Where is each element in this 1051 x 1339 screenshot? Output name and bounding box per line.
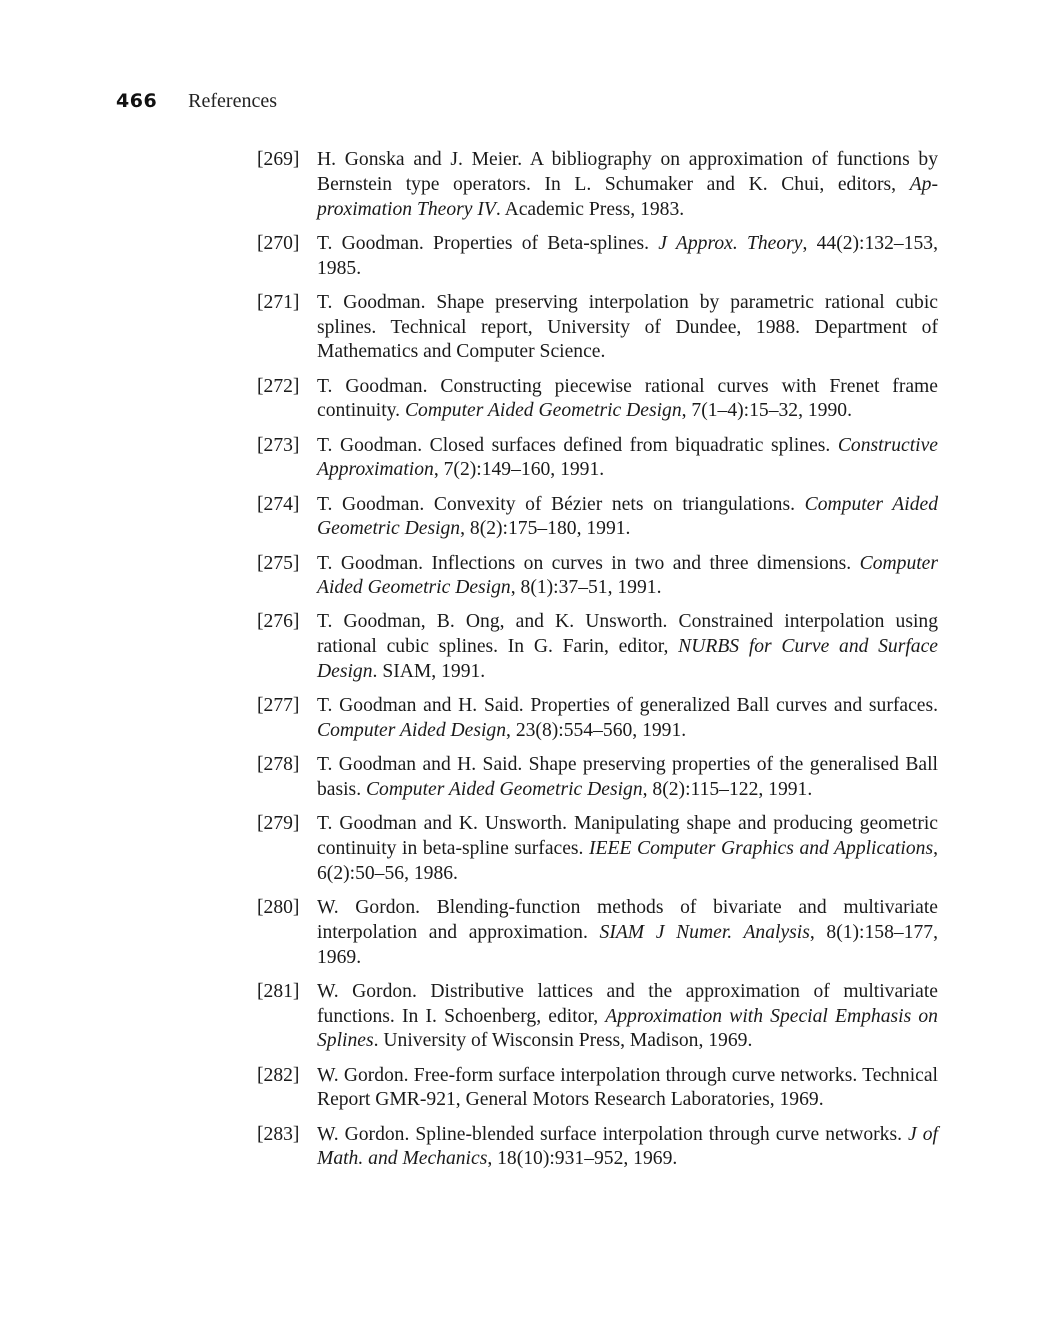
reference-source-title: Computer Aided Geometric Design xyxy=(404,400,682,422)
reference-entry xyxy=(257,753,938,803)
reference-text-segment: T. Goodman and H. Said. Shape preserving properties of the generalised Ball basis. xyxy=(317,754,938,801)
reference-number: [273] xyxy=(257,434,300,456)
reference-text-segment: . SIAM, 1991. xyxy=(372,661,486,683)
reference-source-title: Computer Aided Geometric Design xyxy=(365,779,643,801)
reference-entry xyxy=(257,375,938,425)
reference-list xyxy=(257,148,938,1182)
reference-entry xyxy=(257,896,938,970)
reference-source-title: Constructive Approximation xyxy=(317,434,938,481)
reference-text xyxy=(317,434,938,484)
reference-text xyxy=(317,375,938,425)
reference-text xyxy=(317,493,938,543)
page-number: 466 xyxy=(116,90,158,112)
reference-text-segment: , 18(10):931–952, 1969. xyxy=(487,1148,678,1170)
reference-text-segment: T. Goodman. Constructing piecewise rational curves with Frenet frame continuity. xyxy=(317,375,938,422)
reference-text xyxy=(317,148,938,222)
reference-entry xyxy=(257,610,938,684)
reference-source-title: J Approx. Theory xyxy=(658,232,803,254)
reference-text xyxy=(317,753,938,803)
reference-number: [283] xyxy=(257,1123,300,1145)
reference-number: [271] xyxy=(257,291,300,313)
reference-text-segment: , 44(2):132–153, 1985. xyxy=(317,232,938,279)
reference-text-segment: T. Goodman. Properties of Beta-splines. xyxy=(317,232,659,254)
reference-number: [281] xyxy=(257,980,300,1002)
reference-entry xyxy=(257,434,938,484)
reference-text xyxy=(317,552,938,602)
reference-source-title: SIAM J Numer. Analysis xyxy=(599,921,810,943)
reference-text xyxy=(317,1064,938,1114)
reference-entry xyxy=(257,552,938,602)
reference-entry xyxy=(257,291,938,365)
reference-text xyxy=(317,1123,938,1173)
reference-entry xyxy=(257,493,938,543)
page-header xyxy=(116,90,277,113)
reference-number: [277] xyxy=(257,695,300,717)
reference-text-segment: W. Gordon. Spline-blended surface interpolation through curve networks. xyxy=(317,1123,909,1145)
reference-entry xyxy=(257,1123,938,1173)
reference-source-title: Computer Aided Geometric Design xyxy=(317,552,938,599)
reference-number: [274] xyxy=(257,493,300,515)
reference-text xyxy=(317,291,938,365)
reference-text-segment: T. Goodman and K. Unsworth. Manipulating shape and producing geometric continuity in beta-spline surfaces. xyxy=(317,813,938,860)
reference-text-segment: T. Goodman. Convexity of Bézier nets on triangulations. xyxy=(317,493,805,515)
reference-text-segment: , 8(2):115–122, 1991. xyxy=(642,779,813,801)
reference-source-title: Approximation Theory IV xyxy=(317,173,938,220)
reference-text-segment: T. Goodman. Inflections on curves in two and three dimensions. xyxy=(317,552,860,574)
reference-source-title: IEEE Computer Graphics and Applications xyxy=(589,838,934,860)
reference-number: [275] xyxy=(257,552,300,574)
reference-text-segment: , 8(2):175–180, 1991. xyxy=(460,518,631,540)
reference-text-segment: T. Goodman. Shape preserving interpolation by parametric rational cubic splines. Technical report, University of Dundee, 1988. Department of Mathematics and Computer Science. xyxy=(317,291,938,363)
reference-entry xyxy=(257,1064,938,1114)
reference-text-segment: , 23(8):554–560, 1991. xyxy=(506,720,687,742)
reference-number: [279] xyxy=(257,813,300,835)
reference-entry xyxy=(257,694,938,744)
reference-source-title: J of Math. and Mechanics xyxy=(317,1123,938,1170)
reference-text-segment: , 6(2):50–56, 1986. xyxy=(317,838,939,884)
reference-text xyxy=(317,812,938,886)
reference-source-title: Approximation with Special Emphasis on Splines xyxy=(317,1005,938,1052)
reference-text-segment: . University of Wisconsin Press, Madison, 1969. xyxy=(373,1030,753,1052)
reference-source-title: NURBS for Curve and Surface Design xyxy=(317,636,938,683)
reference-text-segment: . Academic Press, 1983. xyxy=(495,198,685,220)
reference-number: [278] xyxy=(257,754,300,776)
reference-number: [270] xyxy=(257,232,300,254)
reference-text-segment: W. Gordon. Free-form surface interpolation through curve networks. Technical Report GMR-921, General Motors Research Laboratories, 1969. xyxy=(317,1064,938,1111)
reference-text-segment: W. Gordon. Distributive lattices and the approximation of multivariate functions. In I. Schoenberg, editor, xyxy=(317,980,938,1027)
reference-text-segment: T. Goodman and H. Said. Properties of generalized Ball curves and surfaces. xyxy=(317,695,938,717)
reference-text xyxy=(317,896,938,970)
reference-number: [280] xyxy=(257,897,300,919)
reference-number: [276] xyxy=(257,611,300,633)
reference-number: [272] xyxy=(257,375,300,397)
running-title: References xyxy=(188,90,277,112)
reference-entry xyxy=(257,812,938,886)
reference-text-segment: , 7(2):149–160, 1991. xyxy=(433,459,605,481)
reference-text-segment: T. Goodman, B. Ong, and K. Unsworth. Constrained interpolation using rational cubic splines. In G. Farin, editor, xyxy=(317,611,938,658)
reference-number: [269] xyxy=(257,149,300,170)
reference-text-segment: , 8(1):37–51, 1991. xyxy=(510,577,662,599)
reference-text-segment: W. Gordon. Blending-function methods of bivariate and multivariate interpolation and approximation. xyxy=(317,897,938,943)
reference-text-segment: T. Goodman. Closed surfaces defined from biquadratic splines. xyxy=(317,434,838,456)
reference-entry xyxy=(257,980,938,1054)
reference-entry xyxy=(257,232,938,282)
reference-text xyxy=(317,610,938,684)
reference-text-segment: H. Gonska and J. Meier. A bibliography on approximation of functions by Bernstein type operators. In L. Schumaker and K. Chui, editors, xyxy=(317,149,938,195)
reference-source-title: Computer Aided Geometric Design xyxy=(317,493,938,540)
reference-source-title: Computer Aided Design xyxy=(317,720,507,742)
reference-text xyxy=(317,980,938,1054)
reference-text xyxy=(317,232,938,282)
reference-text-segment: , 8(1):158–177, 1969. xyxy=(317,921,938,968)
reference-number: [282] xyxy=(257,1064,300,1086)
reference-entry xyxy=(257,148,938,222)
reference-text xyxy=(317,694,938,744)
reference-text-segment: , 7(1–4):15–32, 1990. xyxy=(681,400,852,422)
